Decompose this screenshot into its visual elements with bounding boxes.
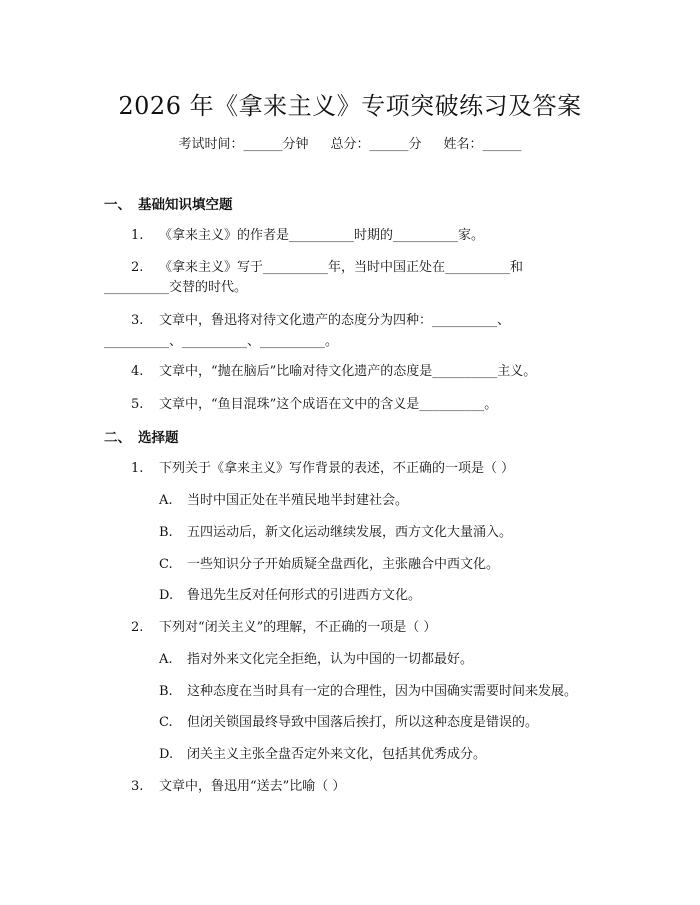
option-letter: A. <box>159 493 173 508</box>
exam-meta <box>0 133 700 152</box>
option-text: 闭关主义主张全盘否定外来文化，包括其优秀成分。 <box>187 747 487 762</box>
question-number: 1. <box>131 461 144 476</box>
question-text: 文章中，“抛在脑后”比喻对待文化遗产的态度是__________主义。 <box>159 364 537 379</box>
question-text: 下列对“闭关主义”的理解，不正确的一项是（ ） <box>159 620 437 635</box>
question-text: 文章中，鲁迅用“送去”比喻（ ） <box>159 779 346 794</box>
choice-option <box>159 680 577 699</box>
fill-question <box>131 393 497 412</box>
fill-question <box>131 309 510 328</box>
option-letter: D. <box>159 588 174 603</box>
option-letter: B. <box>159 525 173 540</box>
option-text: 指对外来文化完全拒绝，认为中国的一切都最好。 <box>187 652 474 667</box>
question-number: 1. <box>131 228 144 243</box>
question-text: 下列关于《拿来主义》写作背景的表述，不正确的一项是（ ） <box>159 461 515 476</box>
choice-option <box>159 711 538 730</box>
fill-question <box>131 224 484 243</box>
option-letter: C. <box>159 715 173 730</box>
question-number: 3. <box>131 313 144 328</box>
option-letter: B. <box>159 684 173 699</box>
question-text: 文章中，鲁迅将对待文化遗产的态度分为四种：__________、 <box>159 313 511 328</box>
choice-option <box>159 553 499 572</box>
question-number: 5. <box>131 397 144 412</box>
choice-option <box>159 648 473 667</box>
choice-option <box>159 743 486 762</box>
question-number: 3. <box>131 779 144 794</box>
choice-question <box>131 775 345 794</box>
total-score: 总分：______分 <box>330 137 422 152</box>
option-text: 一些知识分子开始质疑全盘西化，主张融合中西文化。 <box>187 557 500 572</box>
question-continuation: __________交替的时代。 <box>104 280 248 295</box>
section-number: 一、 <box>104 197 131 213</box>
option-letter: D. <box>159 747 174 762</box>
section-heading <box>104 193 233 213</box>
student-name: 姓名：______ <box>443 137 522 152</box>
choice-option <box>159 521 512 540</box>
choice-question <box>131 616 436 635</box>
page-title: 2026 年《拿来主义》专项突破练习及答案 <box>118 92 582 120</box>
choice-option <box>159 489 408 508</box>
section-heading <box>104 426 179 446</box>
option-letter: A. <box>159 652 173 667</box>
section-title: 选择题 <box>138 430 179 446</box>
exam-time: 考试时间：______分钟 <box>178 137 309 152</box>
question-number: 4. <box>131 364 144 379</box>
question-text: 《拿来主义》的作者是__________时期的__________家。 <box>159 228 485 243</box>
question-number: 2. <box>131 260 144 275</box>
option-text: 五四运动后，新文化运动继续发展，西方文化大量涌入。 <box>187 525 513 540</box>
fill-question <box>131 360 536 379</box>
option-text: 当时中国正处在半殖民地半封建社会。 <box>187 493 409 508</box>
fill-question <box>131 256 523 275</box>
option-text: 但闭关锁国最终导致中国落后挨打，所以这种态度是错误的。 <box>187 715 539 730</box>
option-text: 鲁迅先生反对任何形式的引进西方文化。 <box>187 588 422 603</box>
section-title: 基础知识填空题 <box>138 197 233 213</box>
option-letter: C. <box>159 557 173 572</box>
question-text: 《拿来主义》写于__________年，当时中国正处在__________和 <box>159 260 524 275</box>
section-number: 二、 <box>104 430 131 446</box>
choice-option <box>159 584 421 603</box>
option-text: 这种态度在当时具有一定的合理性，因为中国确实需要时间来发展。 <box>187 684 578 699</box>
question-number: 2. <box>131 620 144 635</box>
question-text: 文章中，“鱼目混珠”这个成语在文中的含义是__________。 <box>159 397 498 412</box>
choice-question <box>131 457 514 476</box>
question-continuation: __________、__________、__________。 <box>104 334 339 349</box>
